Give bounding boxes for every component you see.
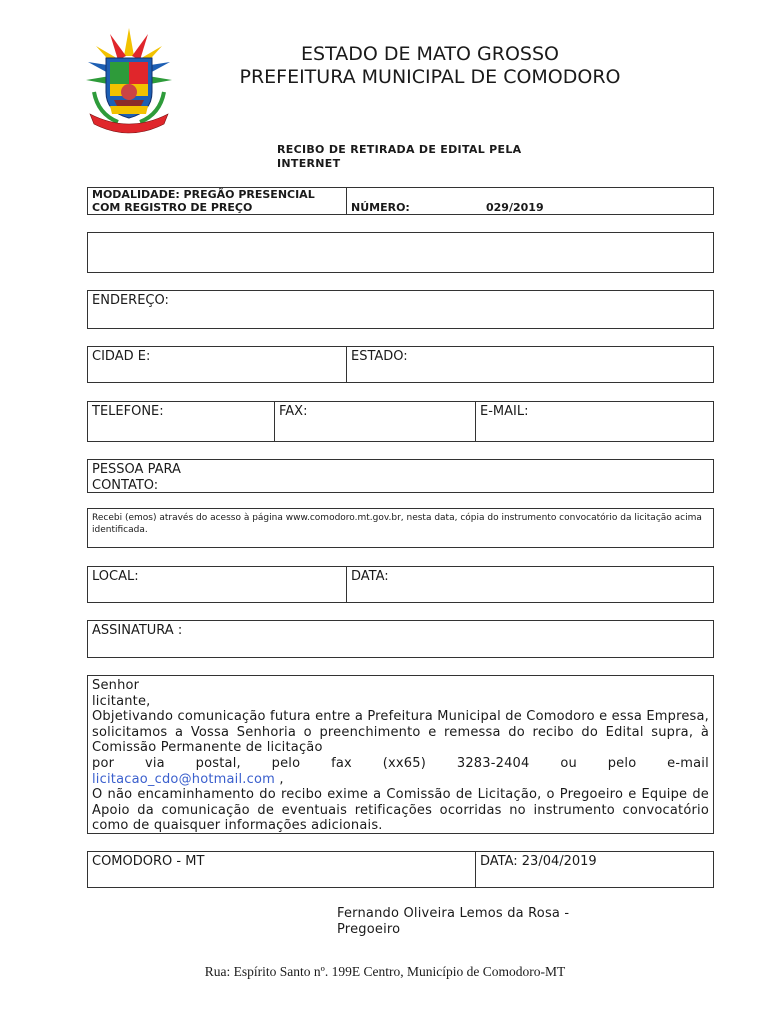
signature-field[interactable] (87, 620, 714, 658)
fax-label: FAX: (279, 404, 308, 419)
company-name-field[interactable] (87, 232, 714, 273)
prefecture-title: PREFEITURA MUNICIPAL DE COMODORO (239, 66, 621, 88)
numero-label: NÚMERO: (351, 201, 410, 214)
notice-word: pelo (271, 755, 301, 771)
notice-word: (xx65) (382, 755, 427, 771)
notice-word: fax (331, 755, 352, 771)
notice-box (87, 675, 714, 834)
document-title: RECIBO DE RETIRADA DE EDITAL PELA INTERNET (277, 143, 522, 170)
closing-date: DATA: 23/04/2019 (475, 852, 713, 887)
state-field[interactable] (346, 347, 713, 382)
location-label: LOCAL: (92, 569, 139, 584)
notice-greeting-1: Senhor (92, 678, 140, 693)
notice-body-2: O não encaminhamento do recibo exime a Comissão de Licitação, o Pregoeiro e Equipe de Apoio da comunicação de eventuais retificações ocorridas no instrumento convocatório como de quaisquer informações adicionais. (92, 787, 709, 834)
numero-cell (346, 188, 713, 214)
contact-person-label: PESSOA PARA CONTATO: (92, 462, 181, 493)
fax-field[interactable] (274, 402, 475, 441)
contact-row (87, 401, 714, 442)
notice-word: 3283-2404 (456, 755, 530, 771)
receipt-text: Recebi (emos) através do acesso à página www.comodoro.mt.gov.br, nesta data, cópia do instrumento convocatório da licitação acima identificada. (92, 513, 702, 535)
email-suffix: , (275, 771, 284, 787)
signature-label: ASSINATURA : (92, 623, 183, 638)
modalidade-row (87, 187, 714, 215)
contact-person-field[interactable] (87, 459, 714, 493)
state-title: ESTADO DE MATO GROSSO (301, 43, 559, 65)
phone-label: TELEFONE: (92, 404, 164, 419)
notice-word: ou (560, 755, 577, 771)
notice-contact-line (92, 756, 709, 772)
location-field[interactable] (88, 567, 346, 602)
notice-word: por (92, 755, 115, 771)
closing-place: COMODORO - MT (92, 854, 205, 869)
notice-word: e-mail (667, 755, 709, 771)
city-field[interactable] (88, 347, 346, 382)
date-field[interactable] (346, 567, 713, 602)
phone-field[interactable] (88, 402, 274, 441)
address-label: ENDEREÇO: (92, 293, 169, 308)
modalidade-label: MODALIDADE: PREGÃO PRESENCIAL COM REGISTRO DE PREÇO (92, 188, 315, 214)
city-label: CIDAD E: (92, 349, 151, 364)
footer-address: Rua: Espírito Santo nº. 199E Centro, Município de Comodoro-MT (204, 964, 566, 979)
address-field[interactable] (87, 290, 714, 329)
numero-value: 029/2019 (486, 201, 544, 214)
contact-email-link[interactable]: licitacao_cdo@hotmail.com (92, 771, 276, 787)
location-date-row (87, 566, 714, 603)
closing-row (87, 851, 714, 888)
city-state-row (87, 346, 714, 383)
state-label: ESTADO: (351, 349, 408, 364)
email-field[interactable] (475, 402, 713, 441)
notice-greeting-2: licitante, (92, 693, 151, 709)
receipt-statement (87, 508, 714, 548)
notice-body-1: Objetivando comunicação futura entre a Prefeitura Municipal de Comodoro e essa Empresa, solicitamos a Vossa Senhoria o preenchimento e remessa do recibo do Edital supra, à Comissão Permanente de licitação (92, 709, 709, 756)
notice-email-line (92, 772, 709, 788)
email-label: E-MAIL: (480, 404, 529, 419)
notice-word: via (144, 755, 165, 771)
signer-name: Fernando Oliveira Lemos da Rosa - Pregoeiro (337, 906, 570, 937)
notice-word: postal, (195, 755, 241, 771)
date-label: DATA: (351, 569, 389, 584)
notice-word: pelo (607, 755, 637, 771)
